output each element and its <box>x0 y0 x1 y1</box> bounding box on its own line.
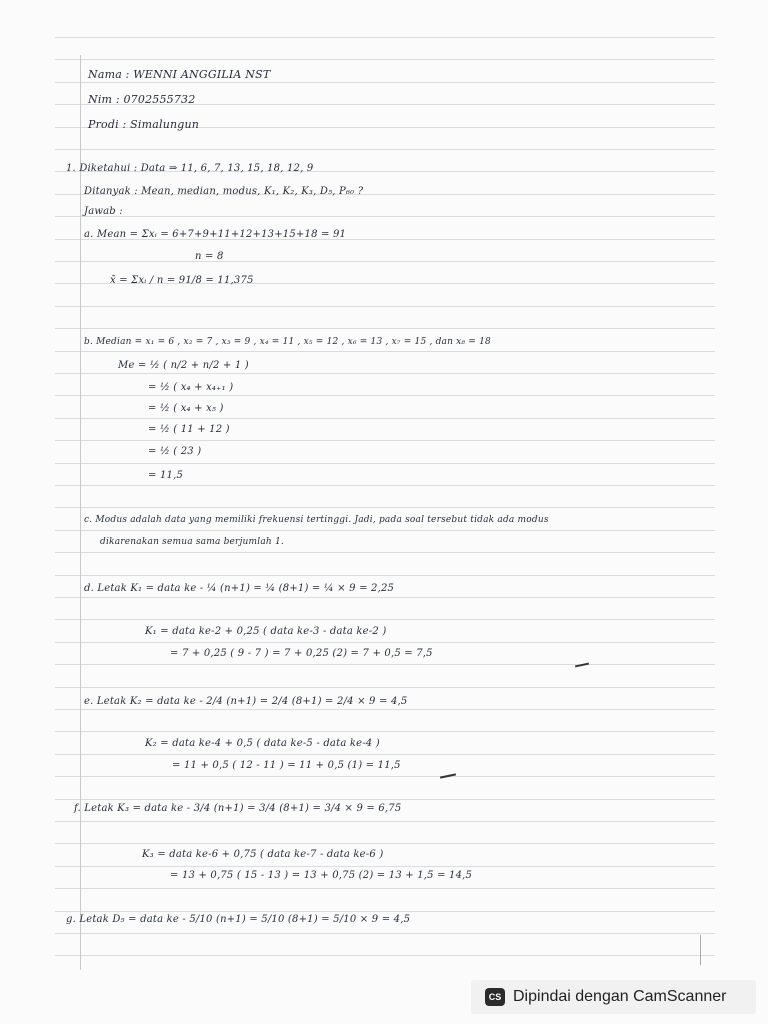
median-line-4: = ½ ( x₄ + x₅ ) <box>148 403 224 414</box>
modus-line-2: dikarenakan semua sama berjumlah 1. <box>100 537 284 547</box>
camscanner-watermark <box>471 980 756 1014</box>
answer-heading: Jawab : <box>84 206 123 217</box>
name-line: Nama : WENNI ANGGILIA NST <box>88 68 271 81</box>
mean-line-2: n = 8 <box>195 251 224 262</box>
k2-line-3: = 11 + 0,5 ( 12 - 11 ) = 11 + 0,5 (1) = 11,5 <box>172 760 401 771</box>
camscanner-logo: CS <box>485 988 505 1006</box>
watermark-text: Dipindai dengan CamScanner <box>513 988 727 1005</box>
nim-line: Nim : 0702555732 <box>88 93 196 106</box>
k1-line-1: d. Letak K₁ = data ke - ¼ (n+1) = ¼ (8+1) = ¼ × 9 = 2,25 <box>84 583 395 594</box>
k1-line-2: K₁ = data ke-2 + 0,25 ( data ke-3 - data ke-2 ) <box>145 626 387 637</box>
k3-line-1: f. Letak K₃ = data ke - 3/4 (n+1) = 3/4 (8+1) = 3/4 × 9 = 6,75 <box>74 803 402 814</box>
k2-line-1: e. Letak K₂ = data ke - 2/4 (n+1) = 2/4 (8+1) = 2/4 × 9 = 4,5 <box>84 696 408 707</box>
k3-line-3: = 13 + 0,75 ( 15 - 13 ) = 13 + 0,75 (2) = 13 + 1,5 = 14,5 <box>170 870 473 881</box>
prodi-line: Prodi : Simalungun <box>88 118 200 131</box>
median-line-2: Me = ½ ( n/2 + n/2 + 1 ) <box>118 360 249 371</box>
given-data-line: 1. Diketahui : Data ⇒ 11, 6, 7, 13, 15, 18, 12, 9 <box>66 163 314 174</box>
mean-line-1: a. Mean = Σxᵢ = 6+7+9+11+12+13+15+18 = 91 <box>84 229 347 240</box>
k2-answer-mark <box>440 773 456 778</box>
k1-answer-mark <box>575 663 589 668</box>
median-line-3: = ½ ( x₄ + x₄₊₁ ) <box>148 382 234 393</box>
modus-line-1: c. Modus adalah data yang memiliki frekuensi tertinggi. Jadi, pada soal tersebut tidak ada modus <box>84 515 549 525</box>
d5-line-1: g. Letak D₅ = data ke - 5/10 (n+1) = 5/10 (8+1) = 5/10 × 9 = 4,5 <box>66 914 411 925</box>
k3-line-2: K₃ = data ke-6 + 0,75 ( data ke-7 - data ke-6 ) <box>142 849 384 860</box>
question-line: Ditanyak : Mean, median, modus, K₁, K₂, K₃, D₅, P₆₀ ? <box>84 186 364 197</box>
k2-line-2: K₂ = data ke-4 + 0,5 ( data ke-5 - data ke-4 ) <box>145 738 380 749</box>
k1-line-3: = 7 + 0,25 ( 9 - 7 ) = 7 + 0,25 (2) = 7 + 0,5 = 7,5 <box>170 648 433 659</box>
median-line-5: = ½ ( 11 + 12 ) <box>148 424 230 435</box>
mean-line-3: x̄ = Σxᵢ / n = 91/8 = 11,375 <box>110 275 254 286</box>
median-line-7: = 11,5 <box>148 470 184 481</box>
median-line-6: = ½ ( 23 ) <box>148 446 202 457</box>
median-line-1: b. Median = x₁ = 6 , x₂ = 7 , x₃ = 9 , x₄ = 11 , x₅ = 12 , x₆ = 13 , x₇ = 15 , dan x₈ = 18 <box>84 337 491 347</box>
